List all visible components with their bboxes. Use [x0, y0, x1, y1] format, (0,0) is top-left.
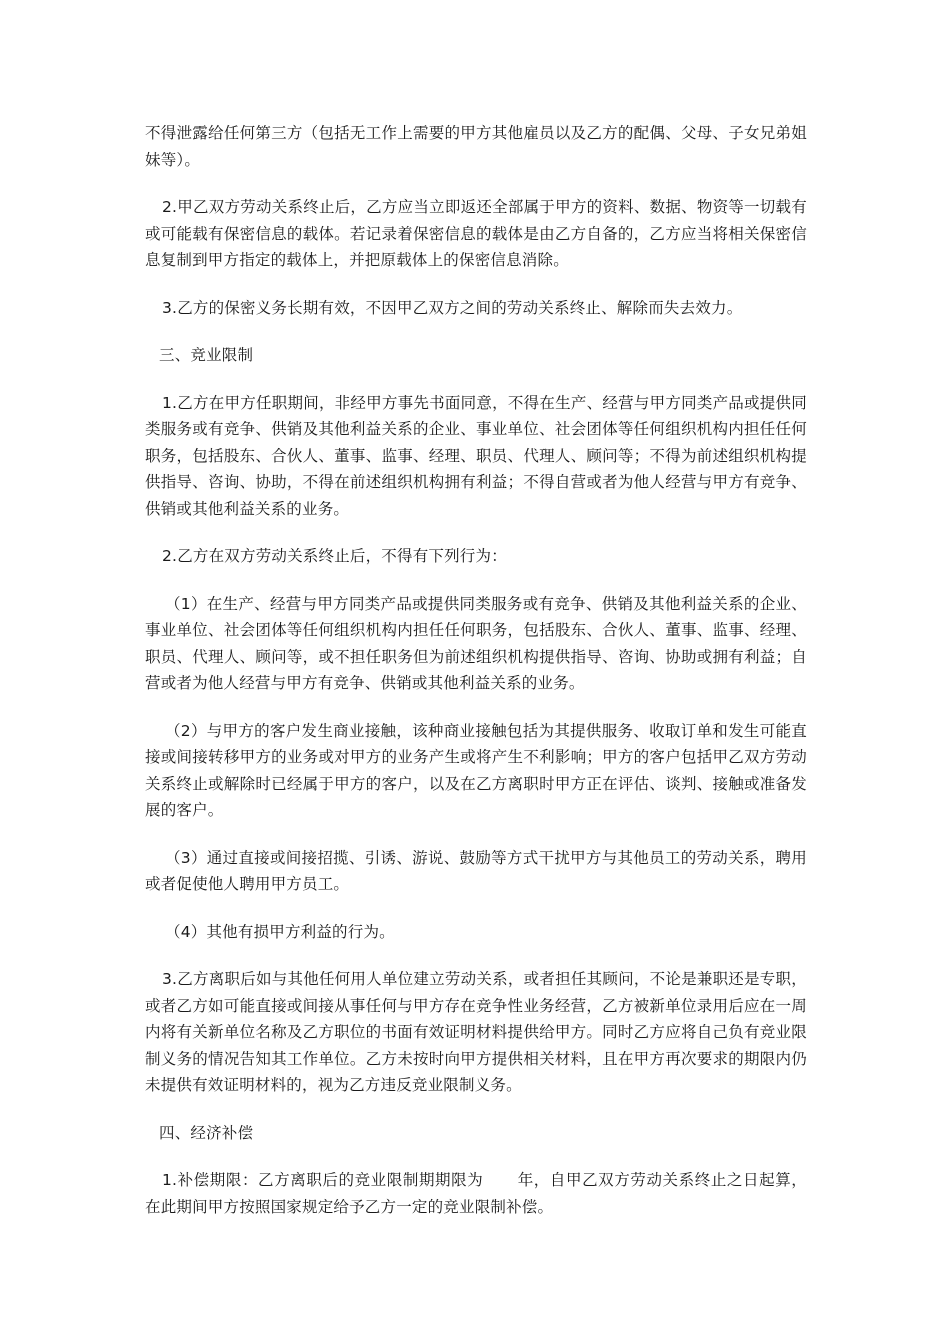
paragraph-confidentiality-duration: 3.乙方的保密义务长期有效，不因甲乙双方之间的劳动关系终止、解除而失去效力。 — [162, 298, 743, 317]
paragraph-post-termination-intro: 2.乙方在双方劳动关系终止后，不得有下列行为： — [162, 547, 507, 565]
paragraph-return-materials: 2.甲乙双方劳动关系终止后，乙方应当立即返还全部属于甲方的资料、数据、物资等一切载有或可能载有保密信息的载体。若记录着保密信息的载体是由乙方自备的，乙方应当将相关保密信息复制到甲方指定的载体上，并把原载体上的保密信息消除。 — [145, 198, 807, 269]
paragraph-noncompete-during-employment: 1.乙方在甲方任职期间，非经甲方事先书面同意，不得在生产、经营与甲方同类产品或提供同类服务或有竞争、供销及其他利益关系的企业、事业单位、社会团体等任何组织机构内担任任何职务，包括股东、合伙人、董事、监事、经理、职员、代理人、顾问等；不得为前述组织机构提供指导、咨询、协助，不得在前述组织机构拥有利益；不得自营或者为他人经营与甲方有竞争、供销或其他利益关系的业务。 — [145, 393, 807, 518]
section-heading-non-compete: 三、竞业限制 — [159, 346, 254, 364]
document-page — [145, 120, 807, 1241]
paragraph-compensation-period — [145, 1167, 807, 1220]
paragraph-item-2: （2）与甲方的客户发生商业接触，该种商业接触包括为其提供服务、收取订单和发生可能直接或间接转移甲方的业务或对甲方的业务产生或将产生不利影响；甲方的客户包括甲乙双方劳动关系终止或解除时已经属于甲方的客户，以及在乙方离职时甲方正在评估、谈判、接触或准备发展的客户。 — [145, 721, 807, 819]
compensation-period-text-start: 1.补偿期限：乙方离职后的竞业限制期期限为 — [162, 1171, 484, 1189]
paragraph-item-1: （1）在生产、经营与甲方同类产品或提供同类服务或有竞争、供销及其他利益关系的企业、事业单位、社会团体等任何组织机构内担任任何职务，包括股东、合伙人、董事、监事、经理、职员、代理人、顾问等，或不担任职务但为前述组织机构提供指导、咨询、协助或拥有利益；自营或者为他人经营与甲方有竞争、供销或其他利益关系的业务。 — [145, 594, 807, 692]
paragraph-item-4: （4）其他有损甲方利益的行为。 — [165, 922, 395, 941]
section-heading-compensation: 四、经济补偿 — [159, 1123, 254, 1142]
compensation-period-text-end: 年，自甲乙双方劳动关系终止之日起算，在此期间甲方按照国家规定给予乙方一定的竞业限制补偿。 — [145, 1171, 807, 1216]
paragraph-new-employer-notice: 3.乙方离职后如与其他任何用人单位建立劳动关系，或者担任其顾问，不论是兼职还是专职，或者乙方如可能直接或间接从事任何与甲方存在竞争性业务经营，乙方被新单位录用后应在一周内将有关新单位名称及乙方职位的书面有效证明材料提供给甲方。同时乙方应将自己负有竞业限制义务的情况告知其工作单位。乙方未按时向甲方提供相关材料，且在甲方再次要求的期限内仍未提供有效证明材料的，视为乙方违反竞业限制义务。 — [145, 970, 807, 1094]
paragraph-confidentiality-continued: 不得泄露给任何第三方（包括无工作上需要的甲方其他雇员以及乙方的配偶、父母、子女兄弟姐妹等）。 — [145, 124, 807, 169]
paragraph-item-3: （3）通过直接或间接招揽、引诱、游说、鼓励等方式干扰甲方与其他员工的劳动关系，聘用或者促使他人聘用甲方员工。 — [145, 848, 807, 893]
